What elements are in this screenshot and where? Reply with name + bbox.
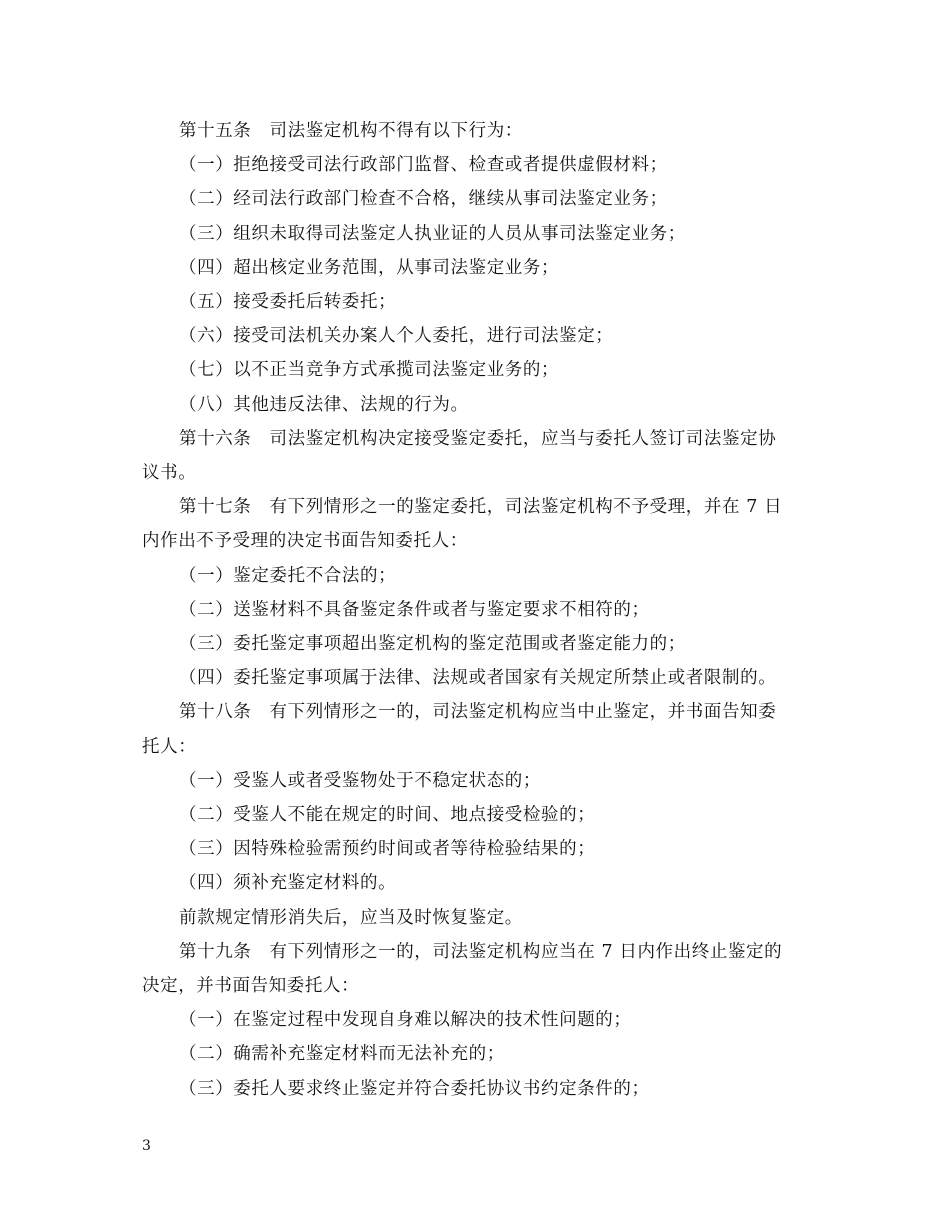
text-line: （三）委托人要求终止鉴定并符合委托协议书约定条件的； (179, 1078, 650, 1099)
text-line: 第十八条 有下列情形之一的，司法鉴定机构应当中止鉴定，并书面告知委 (179, 702, 777, 723)
text-line: 内作出不予受理的决定书面告知委托人： (142, 531, 468, 552)
text-line: （五）接受委托后转委托； (179, 292, 397, 313)
document-body (142, 114, 814, 1106)
text-line: （二）送鉴材料不具备鉴定条件或者与鉴定要求不相符的； (179, 599, 650, 620)
text-line: （三）委托鉴定事项超出鉴定机构的鉴定范围或者鉴定能力的； (179, 634, 686, 655)
text-line: （二）确需补充鉴定材料而无法补充的； (179, 1044, 505, 1065)
text-line: （一）拒绝接受司法行政部门监督、检查或者提供虚假材料； (179, 155, 668, 176)
text-line: （四）须补充鉴定材料的。 (179, 873, 397, 894)
text-line: （七）以不正当竞争方式承揽司法鉴定业务的； (179, 360, 560, 381)
text-line: （一）受鉴人或者受鉴物处于不稳定状态的； (179, 770, 541, 791)
text-line: （六）接受司法机关办案人个人委托，进行司法鉴定； (179, 326, 614, 347)
text-line: （一）鉴定委托不合法的； (179, 565, 397, 586)
text-line: 前款规定情形消失后，应当及时恢复鉴定。 (179, 907, 523, 928)
text-line: （四）委托鉴定事项属于法律、法规或者国家有关规定所禁止或者限制的。 (179, 668, 777, 689)
text-line: 第十六条 司法鉴定机构决定接受鉴定委托，应当与委托人签订司法鉴定协 (179, 428, 777, 449)
text-line: （一）在鉴定过程中发现自身难以解决的技术性问题的； (179, 1010, 632, 1031)
text-line: 第十五条 司法鉴定机构不得有以下行为： (179, 121, 523, 141)
text-line: （八）其他违反法律、法规的行为。 (179, 394, 469, 415)
text-line: （三）组织未取得司法鉴定人执业证的人员从事司法鉴定业务； (179, 223, 686, 244)
text-line: （二）受鉴人不能在规定的时间、地点接受检验的； (179, 805, 596, 826)
text-line: 第十七条 有下列情形之一的鉴定委托，司法鉴定机构不予受理，并在 7 日 (179, 497, 783, 518)
text-line: 决定，并书面告知委托人： (142, 976, 360, 997)
text-line: 第十九条 有下列情形之一的，司法鉴定机构应当在 7 日内作出终止鉴定的 (179, 941, 783, 962)
text-line: （二）经司法行政部门检查不合格，继续从事司法鉴定业务； (179, 189, 668, 210)
page-number: 3 (142, 1138, 151, 1154)
text-line: 托人： (142, 736, 197, 757)
text-line: （四）超出核定业务范围，从事司法鉴定业务； (179, 257, 560, 278)
text-line: 议书。 (142, 463, 197, 484)
text-line: （三）因特殊检验需预约时间或者等待检验结果的； (179, 839, 596, 860)
